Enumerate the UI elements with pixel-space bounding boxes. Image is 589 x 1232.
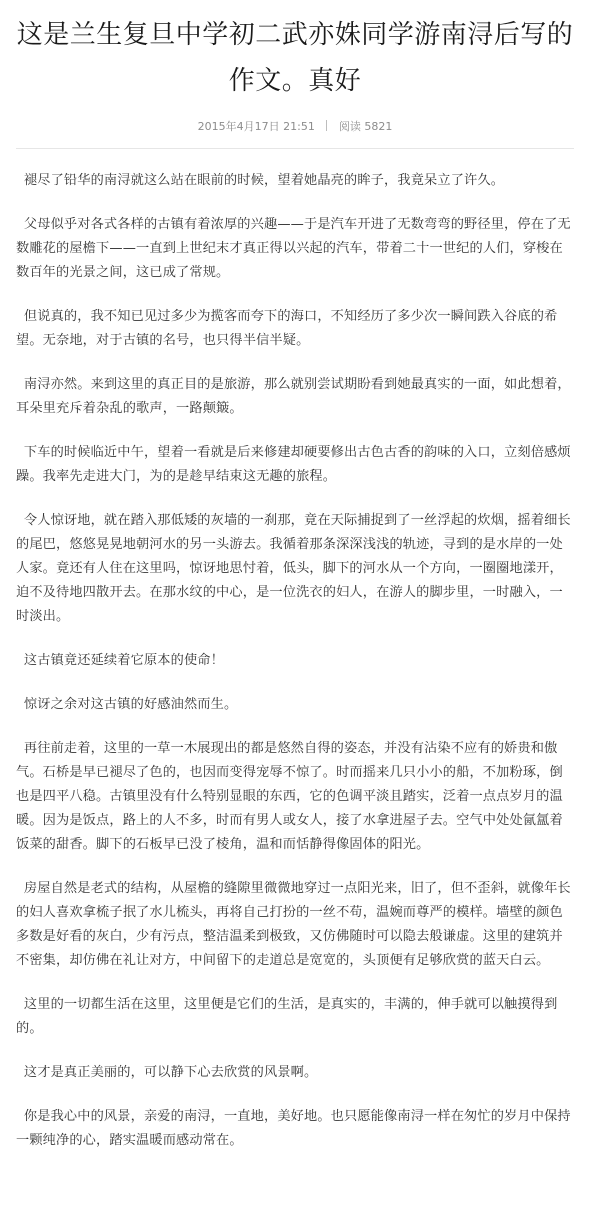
paragraph: 你是我心中的风景，亲爱的南浔，一直地，美好地。也只愿能像南浔一样在匆忙的岁月中保持一颗纯净的心，踏实温暖而感动常在。 [16, 1109, 571, 1148]
meta-divider [326, 120, 327, 131]
paragraph: 这里的一切都生活在这里，这里便是它们的生活，是真实的，丰满的，伸手就可以触摸得到的。 [16, 997, 558, 1036]
paragraph: 南浔亦然。来到这里的真正目的是旅游，那么就别尝试期盼看到她最真实的一面，如此想着，耳朵里充斥着杂乱的歌声，一路颠簸。 [16, 377, 571, 416]
paragraph: 褪尽了铅华的南浔就这么站在眼前的时候，望着她晶亮的眸子，我竟呆立了许久。 [23, 173, 505, 188]
article-body [16, 169, 574, 1153]
paragraph: 房屋自然是老式的结构，从屋檐的缝隙里微微地穿过一点阳光来，旧了，但不歪斜，就像年长的妇人喜欢拿梳子抿了水儿梳头，再将自己打扮的一丝不苟，温婉而尊严的模样。墙壁的颜色多数是好看的灰白，少有污点，整洁温柔到极致，又仿佛随时可以隐去般谦虚。这里的建筑并不密集，却仿佛在礼让对方，中间留下的走道总是宽宽的，头顶便有足够欣赏的蓝天白云。 [16, 881, 571, 968]
paragraph: 再往前走着，这里的一草一木展现出的都是悠然自得的姿态，并没有沾染不应有的娇贵和傲气。石桥是早已褪尽了色的，也因而变得宠辱不惊了。时而摇来几只小小的船，不加粉琢，倒也是四平八稳。古镇里没有什么特别显眼的东西，它的色调平淡且踏实，泛着一点点岁月的温暖。因为是饭点，路上的人不多，时而有男人或女人，接了水拿进屋子去。空气中处处氤氲着饭菜的甜香。脚下的石板早已没了棱角，温和而恬静得像固体的阳光。 [16, 741, 563, 852]
paragraph: 但说真的，我不知已见过多少为揽客而夸下的海口，不知经历了多少次一瞬间跌入谷底的希望。无奈地，对于古镇的名号，也只得半信半疑。 [16, 309, 558, 348]
publish-date: 2015年4月17日 21:51 [197, 120, 315, 133]
paragraph: 这古镇竟还延续着它原本的使命！ [23, 653, 224, 668]
header-divider [16, 148, 574, 149]
article-title: 这是兰生复旦中学初二武亦姝同学游南浔后写的作文。真好 [16, 20, 574, 96]
paragraph: 令人惊讶地，就在踏入那低矮的灰墙的一刹那，竟在天际捕捉到了一丝浮起的炊烟，摇着细长的尾巴，悠悠晃晃地朝河水的另一头游去。我循着那条深深浅浅的轨迹，寻到的是水岸的一处人家。竟还有人住在这里吗，惊讶地思忖着，低头，脚下的河水从一个方向，一圈圈地漾开，迫不及待地四散开去。在那水纹的中心，是一位洗衣的妇人，在游人的脚步里，一时融入，一时淡出。 [16, 513, 571, 624]
article-meta [16, 118, 574, 136]
paragraph: 父母似乎对各式各样的古镇有着浓厚的兴趣——于是汽车开进了无数弯弯的野径里，停在了无数雕花的屋檐下——一直到上世纪末才真正得以兴起的汽车，带着二十一世纪的人们，穿梭在数百年的光景之间，这已成了常规。 [16, 217, 571, 280]
paragraph: 下车的时候临近中午，望着一看就是后来修建却硬要修出古色古香的韵味的入口，立刻倍感烦躁。我率先走进大门，为的是趁早结束这无趣的旅程。 [16, 445, 571, 484]
paragraph: 惊讶之余对这古镇的好感油然而生。 [23, 697, 238, 712]
paragraph: 这才是真正美丽的，可以静下心去欣赏的风景啊。 [23, 1065, 318, 1080]
read-count: 阅读 5821 [338, 120, 393, 133]
